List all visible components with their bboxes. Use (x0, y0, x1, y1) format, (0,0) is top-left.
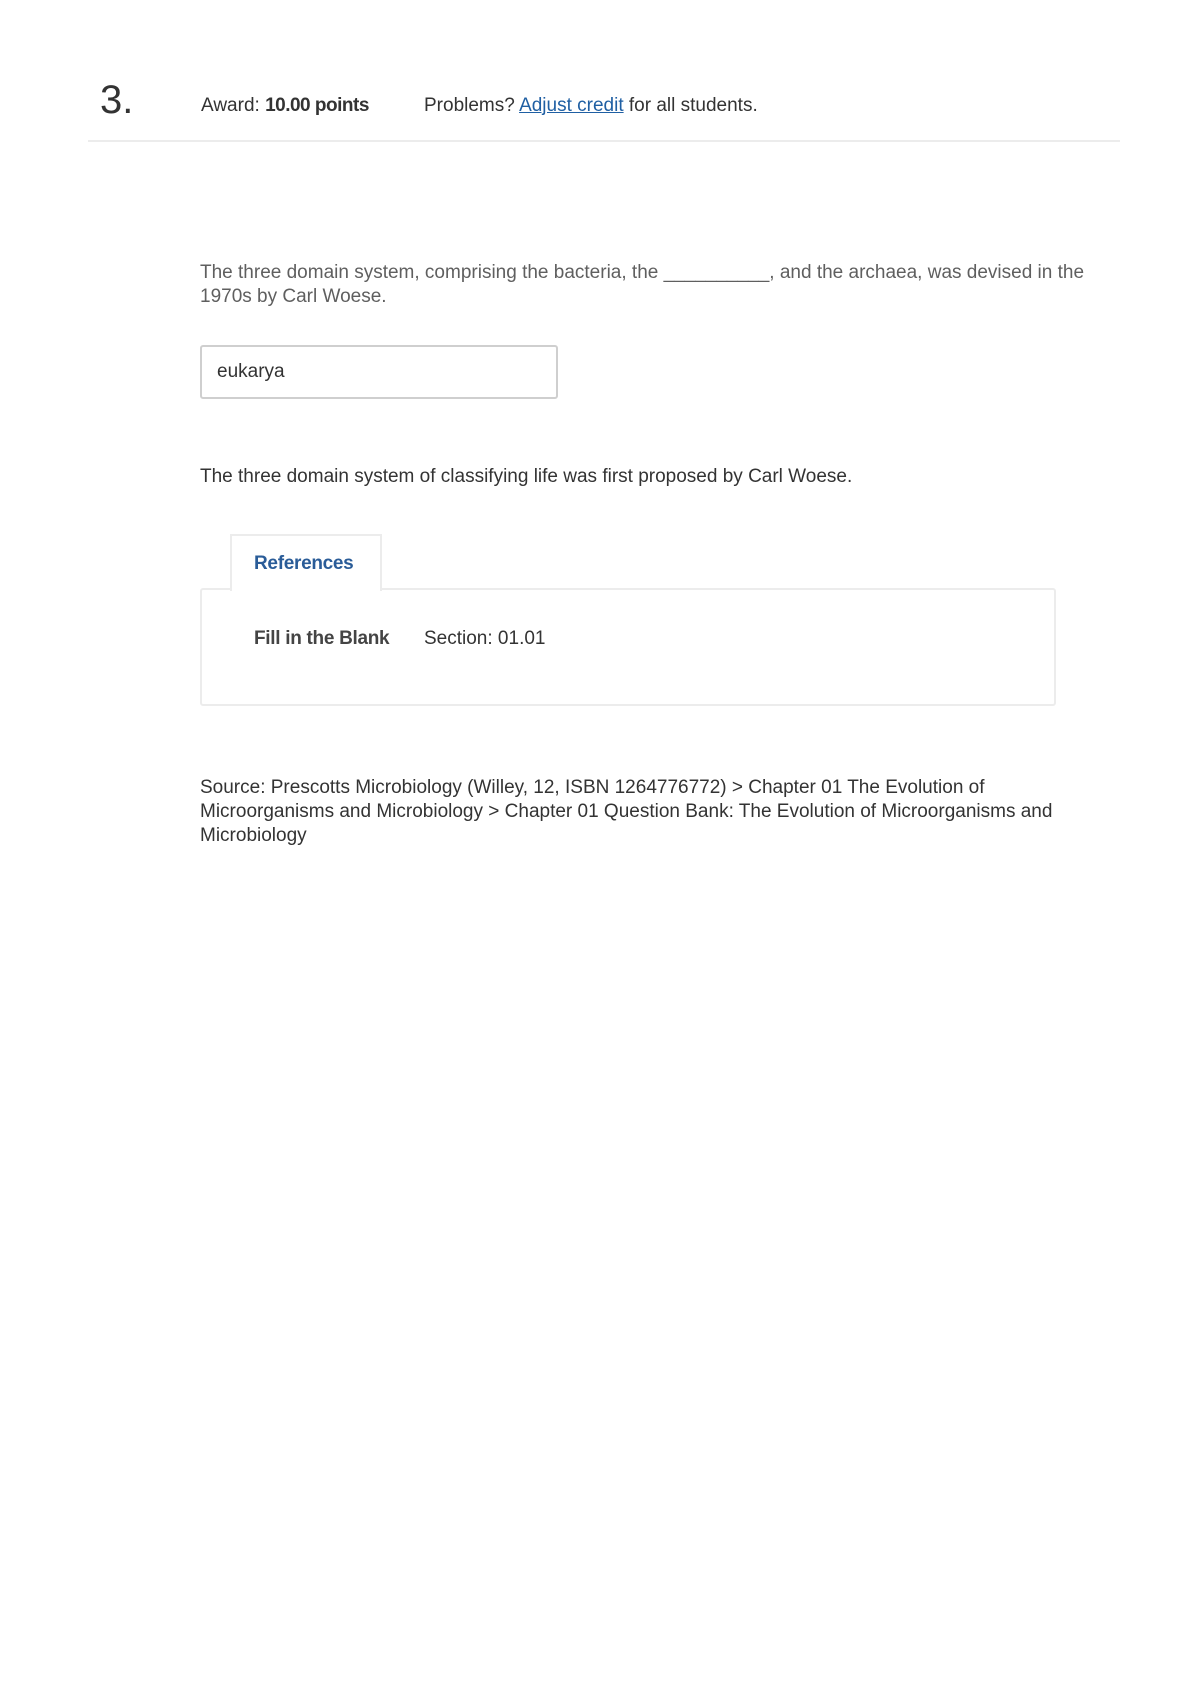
award-points: 10.00 points (265, 95, 369, 116)
question-prompt: The three domain system, comprising the bacteria, the __________, and the archaea, was devised in the 1970s by Carl Woese. (200, 262, 1085, 307)
award-label: Award: (201, 95, 260, 116)
references-panel (200, 588, 1056, 706)
question-header (88, 76, 1120, 142)
adjust-credit-link[interactable]: Adjust credit (519, 95, 624, 116)
problems-info (424, 96, 758, 115)
source-citation: Source: Prescotts Microbiology (Willey, 12, ISBN 1264776772) > Chapter 01 The Evolution of Microorganisms and Microbiology > Chapter 01 Question Bank: The Evolution of Microorganisms and Microbiology (200, 777, 1053, 846)
problems-prefix: Problems? (424, 95, 515, 116)
tab-references-label: References (254, 553, 354, 574)
tab-references[interactable] (230, 534, 382, 591)
section-label: Section: 01.01 (424, 628, 546, 649)
question-number: 3. (100, 78, 134, 122)
question-type-label: Fill in the Blank (254, 628, 390, 649)
answer-input[interactable] (200, 345, 558, 399)
answer-feedback: The three domain system of classifying life was first proposed by Carl Woese. (200, 466, 853, 487)
problems-suffix: for all students. (628, 95, 758, 116)
award-info (201, 96, 369, 115)
